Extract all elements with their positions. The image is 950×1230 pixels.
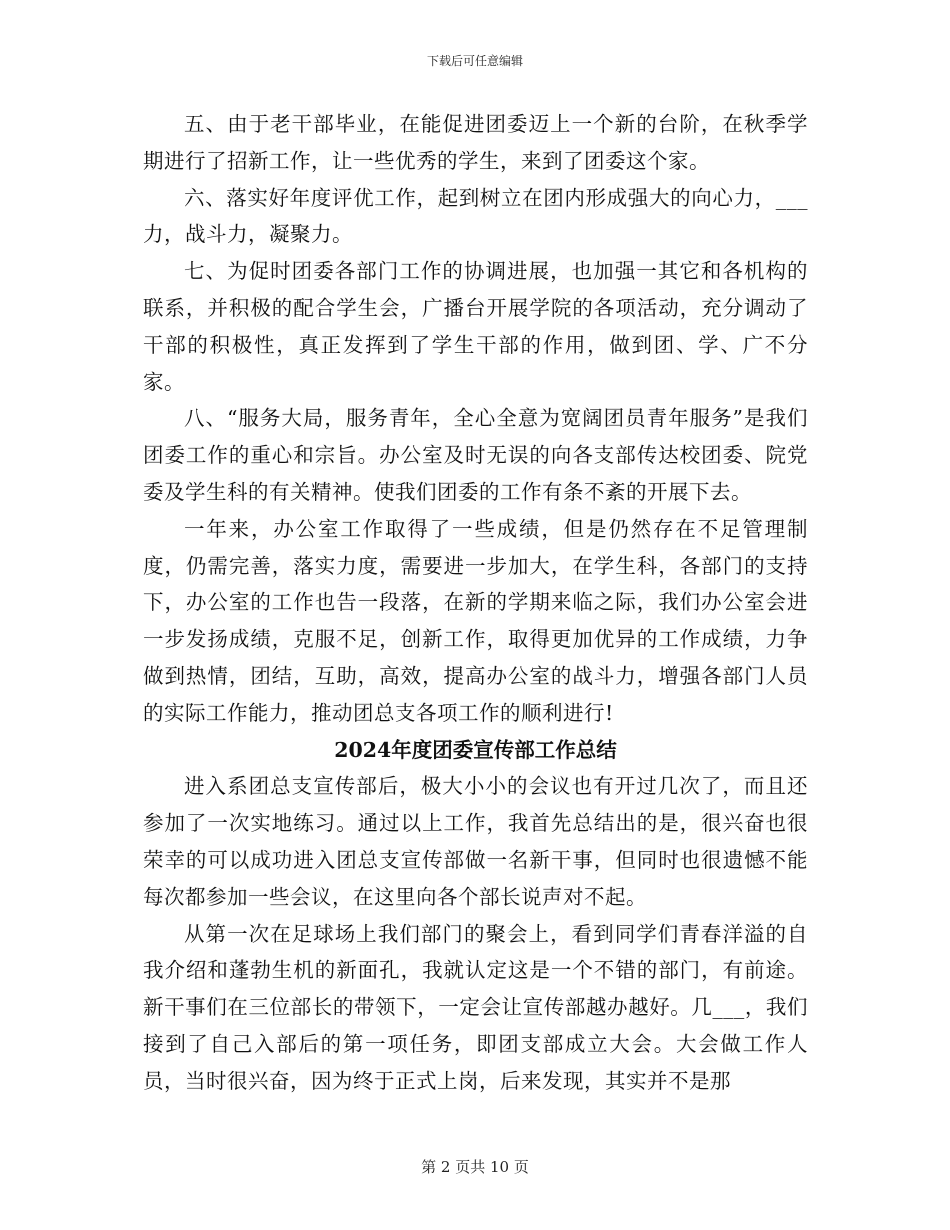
document-body bbox=[143, 106, 808, 1100]
paragraph-item-6: 六、落实好年度评优工作，起到树立在团内形成强大的向心力，___力，战斗力，凝聚力。 bbox=[143, 185, 808, 247]
paragraph-item-8: 八、“服务大局，服务青年，全心全意为宽阔团员青年服务”是我们团委工作的重心和宗旨。办公室及时无误的向各支部传达校团委、院党委及学生科的有关精神。使我们团委的工作有条不紊的开展下去。 bbox=[143, 406, 808, 504]
section-title: 2024年度团委宣传部工作总结 bbox=[334, 737, 617, 762]
page-footer: 第 2 页共 10 页 bbox=[421, 1158, 529, 1176]
paragraph-year-summary: 一年来，办公室工作取得了一些成绩，但是仍然存在不足管理制度，仍需完善，落实力度，需要进一步加大，在学生科，各部门的支持下，办公室的工作也告一段落，在新的学期来临之际，我们办公室会进一步发扬成绩，克服不足，创新工作，取得更加优异的工作成绩，力争做到热情，团结，互助，高效，提高办公室的战斗力，增强各部门人员的实际工作能力，推动团总支各项工作的顺利进行! bbox=[143, 516, 808, 725]
paragraph-item-7: 七、为促时团委各部门工作的协调进展，也加强一其它和各机构的联系，并积极的配合学生会，广播台开展学院的各项活动，充分调动了干部的积极性，真正发挥到了学生干部的作用，做到团、学、广不分家。 bbox=[143, 259, 808, 394]
paragraph-joining: 进入系团总支宣传部后，极大小小的会议也有开过几次了，而且还参加了一次实地练习。通过以上工作，我首先总结出的是，很兴奋也很荣幸的可以成功进入团总支宣传部做一名新干事，但同时也很遗憾不能每次都参加一些会议，在这里向各个部长说声对不起。 bbox=[143, 774, 808, 909]
page-header: 下载后可任意编辑 bbox=[426, 54, 523, 68]
paragraph-first-meeting: 从第一次在足球场上我们部门的聚会上，看到同学们青春洋溢的自我介绍和蓬勃生机的新面孔，我就认定这是一个不错的部门，有前途。新干事们在三位部长的带领下，一定会让宣传部越办越好。几___，我们接到了自己入部后的第一项任务，即团支部成立大会。大会做工作人员，当时很兴奋，因为终于正式上岗，后来发现，其实并不是那 bbox=[143, 921, 808, 1093]
paragraph-item-5: 五、由于老干部毕业，在能促进团委迈上一个新的台阶，在秋季学期进行了招新工作，让一些优秀的学生，来到了团委这个家。 bbox=[143, 112, 808, 173]
